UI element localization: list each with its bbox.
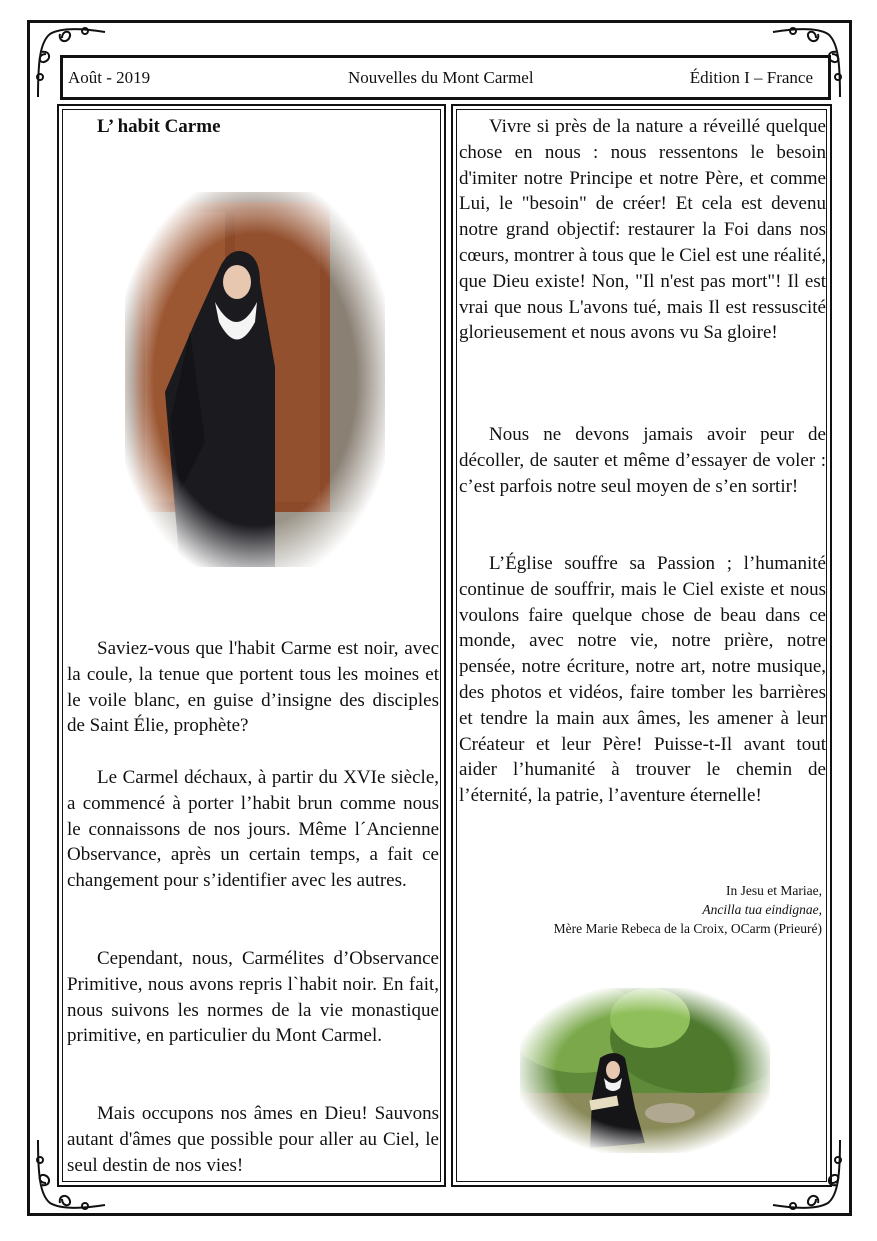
- nun-portrait-photo: [125, 192, 385, 567]
- left-paragraph-1: Saviez-vous que l'habit Carme est noir, avec la coule, la tenue que portent tous les moines et le voile blanc, en guise d’insigne des disciples de Saint Élie, prophète?: [67, 638, 439, 737]
- signature-line-2: Ancilla tua eindignae,: [702, 902, 822, 917]
- left-paragraph-3: Cependant, nous, Carmélites d’Observance Primitive, nous avons repris l`habit noir. En fait, nous suivons les normes de la vie monastique primitive, en particulier du Mont Carmel.: [67, 948, 439, 1047]
- signature-block: [554, 881, 822, 938]
- left-paragraph-4: Mais occupons nos âmes en Dieu! Sauvons autant d'âmes que possible pour aller au Ciel, le seul destin de nos vies!: [67, 1103, 439, 1176]
- edition-label: Édition I – France: [689, 68, 813, 87]
- nun-reading-photo: [520, 988, 770, 1153]
- issue-date: Août - 2019: [68, 68, 151, 87]
- right-paragraph-1: Vivre si près de la nature a réveillé quelque chose en nous : nous ressentons le besoin d'imiter notre Principe et notre Père, et comme Lui, le "besoin" de créer! Et cela est devenu notre grand objectif: restaurer la Foi dans nos cœurs, montrer à tous que le Ciel est une réalité, que Dieu existe! Non, "Il n'est pas mort"! Il est vrai que nous L'avons tué, mais Il est ressuscité glorieusement et nous avons vu Sa gloire!: [459, 116, 826, 344]
- left-paragraph-2: Le Carmel déchaux, à partir du XVIe siècle, a commencé à porter l’habit brun comme nous le connaissons de nos jours. Même l´Ancienne Observance, après un certain temps, a fait ce changement pour s’identifier avec les autres.: [67, 767, 439, 892]
- right-paragraph-3: L’Église souffre sa Passion ; l’humanité continue de souffrir, mais le Ciel existe et nous voulons faire quelque chose de beau dans ce monde, avec notre vie, notre prière, notre pensée, notre écriture, notre art, notre musique, des photos et vidéos, faire tomber les barrières et tendre la main aux âmes, les amener à leur Créateur et leur Père! Puisse-t-Il avant tout aider l’humanité à trouver le chemin de l’éternité, la patrie, l’aventure éternelle!: [459, 553, 826, 807]
- signature-line-1: In Jesu et Mariae,: [726, 883, 822, 898]
- newsletter-title: Nouvelles du Mont Carmel: [348, 68, 534, 87]
- article-title: L’ habit Carme: [97, 116, 221, 137]
- signature-line-3: Mère Marie Rebeca de la Croix, OCarm (Prieuré): [553, 921, 822, 936]
- right-paragraph-2: Nous ne devons jamais avoir peur de décoller, de sauter et même d’essayer de voler : c’est parfois notre seul moyen de s’en sortir!: [459, 424, 826, 497]
- newsletter-header: [60, 55, 831, 100]
